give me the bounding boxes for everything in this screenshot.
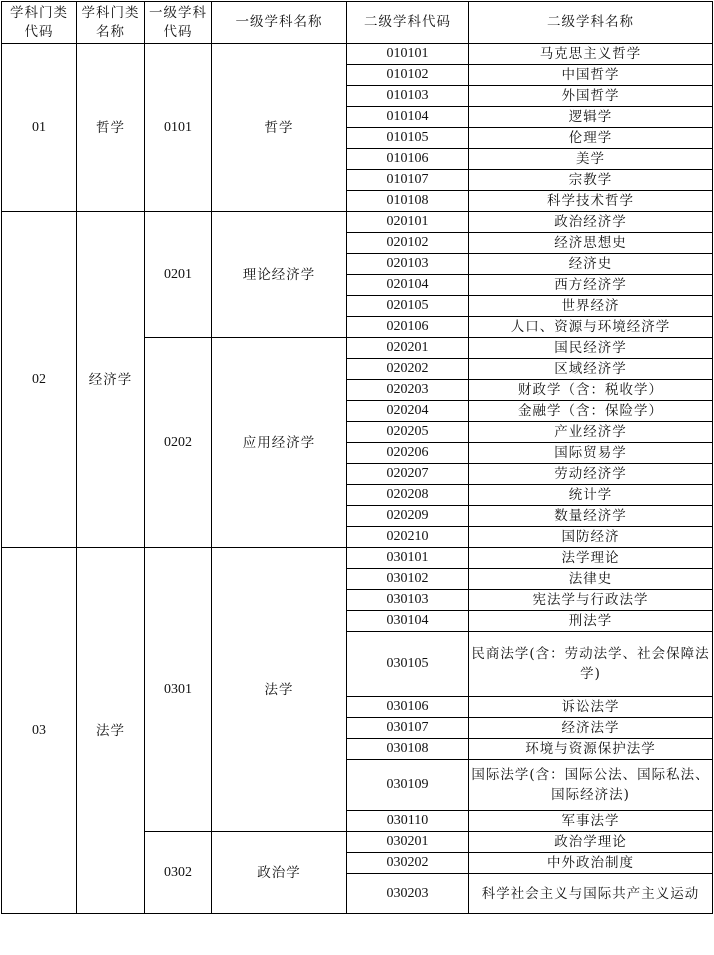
second-level-code: 010102 [347,65,469,86]
first-level-code: 0202 [145,338,212,548]
category-code: 02 [2,212,77,548]
second-level-code: 020205 [347,422,469,443]
first-level-code: 0201 [145,212,212,338]
second-level-code: 010106 [347,149,469,170]
second-level-name: 马克思主义哲学 [469,44,713,65]
second-level-name: 法律史 [469,569,713,590]
second-level-name: 政治经济学 [469,212,713,233]
second-level-name: 环境与资源保护法学 [469,739,713,760]
second-level-code: 020203 [347,380,469,401]
second-level-code: 010105 [347,128,469,149]
second-level-name: 经济法学 [469,718,713,739]
category-code: 01 [2,44,77,212]
second-level-code: 030106 [347,697,469,718]
second-level-name: 逻辑学 [469,107,713,128]
header-second-level-name: 二级学科名称 [469,2,713,44]
second-level-name: 区域经济学 [469,359,713,380]
category-name: 哲学 [77,44,145,212]
first-level-name: 法学 [212,548,347,832]
second-level-code: 020210 [347,527,469,548]
second-level-code: 030105 [347,632,469,697]
table-row [2,212,713,233]
second-level-name: 金融学（含：保险学） [469,401,713,422]
second-level-name: 人口、资源与环境经济学 [469,317,713,338]
second-level-name: 民商法学(含：劳动法学、社会保障法学) [469,632,713,697]
second-level-code: 020106 [347,317,469,338]
category-name: 经济学 [77,212,145,548]
second-level-name: 经济史 [469,254,713,275]
second-level-code: 030108 [347,739,469,760]
second-level-name: 统计学 [469,485,713,506]
table-row [2,548,713,569]
second-level-code: 030101 [347,548,469,569]
second-level-code: 010104 [347,107,469,128]
second-level-code: 020201 [347,338,469,359]
category-name: 法学 [77,548,145,914]
second-level-code: 010101 [347,44,469,65]
second-level-code: 020102 [347,233,469,254]
second-level-code: 030109 [347,760,469,811]
second-level-name: 刑法学 [469,611,713,632]
second-level-name: 数量经济学 [469,506,713,527]
second-level-name: 中外政治制度 [469,853,713,874]
second-level-code: 010108 [347,191,469,212]
second-level-name: 财政学（含：税收学） [469,380,713,401]
second-level-name: 国际贸易学 [469,443,713,464]
second-level-name: 西方经济学 [469,275,713,296]
second-level-code: 030201 [347,832,469,853]
header-first-level-name: 一级学科名称 [212,2,347,44]
first-level-name: 政治学 [212,832,347,914]
second-level-code: 030202 [347,853,469,874]
second-level-code: 020204 [347,401,469,422]
second-level-name: 经济思想史 [469,233,713,254]
second-level-code: 020206 [347,443,469,464]
second-level-name: 劳动经济学 [469,464,713,485]
second-level-name: 外国哲学 [469,86,713,107]
second-level-name: 法学理论 [469,548,713,569]
second-level-name: 宪法学与行政法学 [469,590,713,611]
category-code: 03 [2,548,77,914]
discipline-catalog-table [1,1,713,914]
header-row [2,2,713,44]
second-level-code: 020103 [347,254,469,275]
second-level-code: 030103 [347,590,469,611]
second-level-code: 030104 [347,611,469,632]
second-level-name: 世界经济 [469,296,713,317]
first-level-code: 0101 [145,44,212,212]
second-level-code: 020209 [347,506,469,527]
second-level-name: 美学 [469,149,713,170]
first-level-name: 哲学 [212,44,347,212]
second-level-name: 诉讼法学 [469,697,713,718]
second-level-code: 020208 [347,485,469,506]
second-level-code: 010103 [347,86,469,107]
second-level-name: 产业经济学 [469,422,713,443]
second-level-name: 军事法学 [469,811,713,832]
second-level-code: 030203 [347,874,469,914]
header-second-level-code: 二级学科代码 [347,2,469,44]
second-level-name: 国际法学(含：国际公法、国际私法、国际经济法) [469,760,713,811]
header-category-name: 学科门类名称 [77,2,145,44]
second-level-name: 科学社会主义与国际共产主义运动 [469,874,713,914]
second-level-code: 030102 [347,569,469,590]
second-level-code: 020105 [347,296,469,317]
table-row [2,44,713,65]
second-level-code: 030110 [347,811,469,832]
second-level-name: 国民经济学 [469,338,713,359]
second-level-code: 020202 [347,359,469,380]
second-level-code: 020207 [347,464,469,485]
second-level-code: 010107 [347,170,469,191]
second-level-name: 伦理学 [469,128,713,149]
second-level-name: 中国哲学 [469,65,713,86]
header-category-code: 学科门类代码 [2,2,77,44]
first-level-name: 应用经济学 [212,338,347,548]
first-level-name: 理论经济学 [212,212,347,338]
header-first-level-code: 一级学科代码 [145,2,212,44]
second-level-name: 国防经济 [469,527,713,548]
second-level-code: 020101 [347,212,469,233]
second-level-code: 030107 [347,718,469,739]
first-level-code: 0302 [145,832,212,914]
first-level-code: 0301 [145,548,212,832]
second-level-name: 宗教学 [469,170,713,191]
second-level-code: 020104 [347,275,469,296]
second-level-name: 政治学理论 [469,832,713,853]
second-level-name: 科学技术哲学 [469,191,713,212]
